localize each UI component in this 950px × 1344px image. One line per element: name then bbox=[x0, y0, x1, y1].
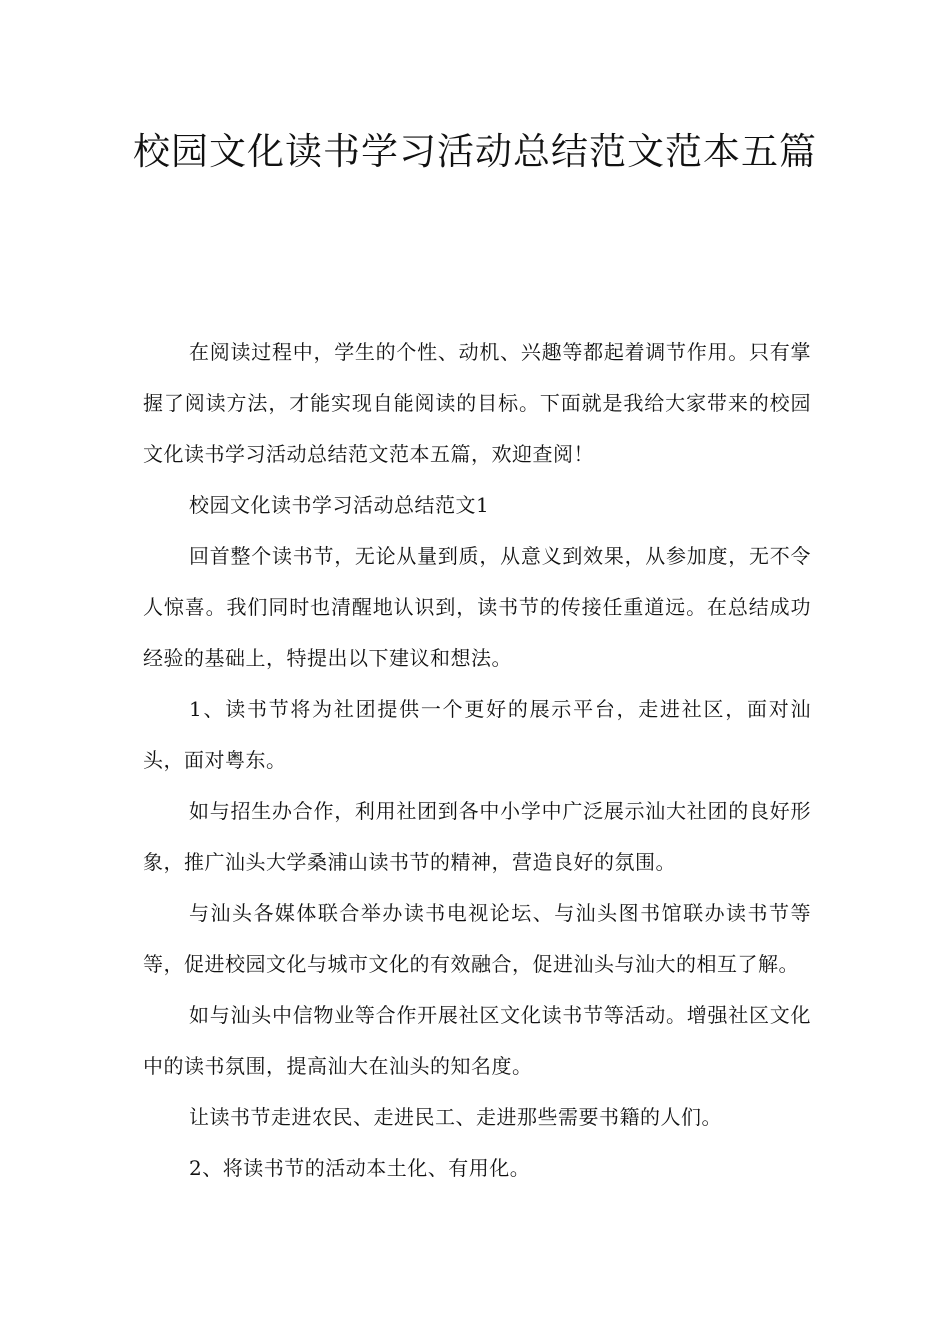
document-title: 校园文化读书学习活动总结范文范本五篇 bbox=[133, 130, 817, 173]
body-paragraph: 2、将读书节的活动本土化、有用化。 bbox=[189, 1156, 531, 1180]
document-body bbox=[143, 327, 811, 1194]
intro-paragraph: 在阅读过程中，学生的个性、动机、兴趣等都起着调节作用。只有掌握了阅读方法，才能实现自能阅读的目标。下面就是我给大家带来的校园文化读书学习活动总结范文范本五篇，欢迎查阅！ bbox=[143, 340, 811, 466]
body-paragraph: 让读书节走进农民、走进民工、走进那些需要书籍的人们。 bbox=[189, 1105, 722, 1129]
body-paragraph: 回首整个读书节，无论从量到质，从意义到效果，从参加度，无不令人惊喜。我们同时也清醒地认识到，读书节的传接任重道远。在总结成功经验的基础上，特提出以下建议和想法。 bbox=[143, 544, 811, 670]
body-paragraph: 如与招生办合作，利用社团到各中小学中广泛展示汕大社团的良好形象，推广汕头大学桑浦山读书节的精神，营造良好的氛围。 bbox=[143, 799, 811, 874]
body-paragraph: 与汕头各媒体联合举办读书电视论坛、与汕头图书馆联办读书节等等，促进校园文化与城市文化的有效融合，促进汕头与汕大的相互了解。 bbox=[143, 901, 811, 976]
section-heading: 校园文化读书学习活动总结范文1 bbox=[189, 493, 490, 517]
body-paragraph: 如与汕头中信物业等合作开展社区文化读书节等活动。增强社区文化中的读书氛围，提高汕大在汕头的知名度。 bbox=[143, 1003, 811, 1078]
body-paragraph: 1、读书节将为社团提供一个更好的展示平台，走进社区，面对汕头，面对粤东。 bbox=[143, 697, 811, 772]
